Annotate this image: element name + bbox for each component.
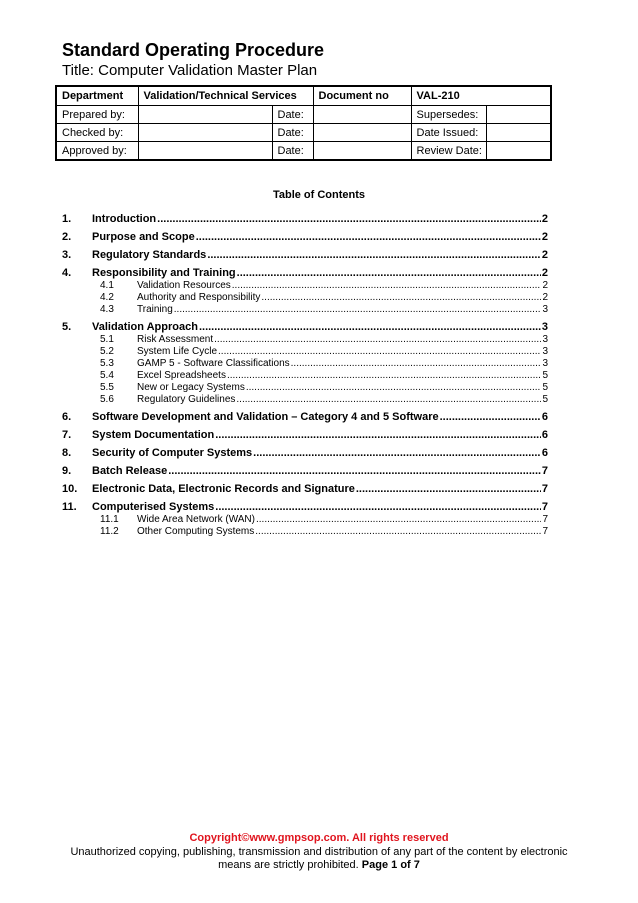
page-number: Page 1 of 7 (361, 859, 420, 871)
toc-leader-dots (261, 292, 541, 304)
toc-subentry[interactable] (62, 280, 548, 292)
supersedes-label: Supersedes: (411, 106, 486, 124)
toc-entry[interactable] (62, 320, 548, 334)
toc-entry[interactable] (62, 410, 548, 424)
toc-entry[interactable] (62, 248, 548, 262)
date-issued-label: Date Issued: (411, 124, 486, 142)
toc-entry[interactable] (62, 230, 548, 244)
toc-entry[interactable] (62, 464, 548, 478)
toc-subentry-label: Regulatory Guidelines (137, 394, 236, 405)
date-issued-value (486, 124, 551, 142)
toc-entry-number: 9. (62, 465, 72, 477)
toc-entry[interactable] (62, 500, 548, 514)
toc-subentry[interactable] (62, 514, 548, 526)
toc-leader-dots (232, 280, 542, 292)
toc-leader-dots (196, 230, 541, 244)
toc-entry-page: 7 (541, 465, 548, 477)
toc-leader-dots (236, 394, 541, 406)
document-subtitle: Title: Computer Validation Master Plan (62, 62, 318, 79)
toc-subentry-number: 11.1 (100, 514, 119, 525)
toc-entry-number: 10. (62, 483, 78, 495)
toc-subentry-page: 7 (542, 514, 548, 525)
toc-leader-dots (291, 358, 542, 370)
toc-entry-page: 6 (541, 411, 548, 423)
prepared-by-value (138, 106, 272, 124)
toc-subentry[interactable] (62, 526, 548, 538)
toc-subentry-page: 2 (542, 292, 548, 303)
toc-leader-dots (246, 382, 542, 394)
toc-subentry-number: 5.4 (100, 370, 114, 381)
toc-entry-number: 7. (62, 429, 72, 441)
toc-subentry[interactable] (62, 358, 548, 370)
checked-date-value (313, 124, 411, 142)
toc-entry-label: Regulatory Standards (92, 249, 207, 261)
toc-entry-page: 2 (541, 231, 548, 243)
toc-subentry-number: 5.6 (100, 394, 114, 405)
toc-entry-page: 6 (541, 429, 548, 441)
prepared-date-value (313, 106, 411, 124)
toc-entry-label: Introduction (92, 213, 157, 225)
toc-subentry-label: GAMP 5 - Software Classifications (137, 358, 290, 369)
toc-leader-dots (199, 320, 541, 334)
toc-entry[interactable] (62, 428, 548, 442)
department-row (56, 86, 551, 106)
toc-leader-dots (255, 526, 541, 538)
toc-subentry-page: 5 (542, 394, 548, 405)
toc-subentry[interactable] (62, 394, 548, 406)
toc-leader-dots (215, 428, 541, 442)
toc-subentry-label: Training (137, 304, 173, 315)
toc-entry-page: 7 (541, 483, 548, 495)
toc-subentry-number: 5.5 (100, 382, 114, 393)
distribution-notice (60, 846, 578, 872)
toc-leader-dots (227, 370, 541, 382)
toc-leader-dots (256, 514, 541, 526)
toc-subentry-page: 2 (542, 280, 548, 291)
supersedes-value (486, 106, 551, 124)
toc-entry[interactable] (62, 482, 548, 496)
toc-subentry-number: 4.2 (100, 292, 114, 303)
toc-leader-dots (168, 464, 541, 478)
toc-entry[interactable] (62, 212, 548, 226)
toc-entry-page: 2 (541, 213, 548, 225)
toc-entry-number: 3. (62, 249, 72, 261)
toc-entry-page: 7 (541, 501, 548, 513)
document-no-value: VAL-210 (411, 86, 551, 106)
toc-entry-label: Purpose and Scope (92, 231, 195, 243)
toc-entry-number: 2. (62, 231, 72, 243)
table-of-contents (62, 212, 548, 538)
toc-entry-number: 6. (62, 411, 72, 423)
toc-leader-dots (215, 500, 541, 514)
document-title: Standard Operating Procedure (62, 40, 325, 60)
toc-entry-label: Computerised Systems (92, 501, 215, 513)
toc-subentry-number: 5.2 (100, 346, 114, 357)
approved-by-value (138, 142, 272, 161)
toc-subentry-label: Validation Resources (137, 280, 231, 291)
approved-date-value (313, 142, 411, 161)
toc-subentry-number: 4.1 (100, 280, 114, 291)
department-label: Department (56, 86, 138, 106)
toc-subentry-page: 3 (542, 334, 548, 345)
copyright-notice: Copyright©www.gmpsop.com. All rights reserved (189, 832, 449, 844)
toc-entry-label: Responsibility and Training (92, 267, 236, 279)
toc-subentry-page: 3 (542, 358, 548, 369)
toc-subentry-label: Other Computing Systems (137, 526, 255, 537)
toc-subentry-number: 5.1 (100, 334, 114, 345)
toc-subentry[interactable] (62, 292, 548, 304)
toc-entry[interactable] (62, 446, 548, 460)
toc-subentry-number: 5.3 (100, 358, 114, 369)
toc-subentry[interactable] (62, 334, 548, 346)
checked-by-label: Checked by: (56, 124, 138, 142)
toc-subentry-number: 11.2 (100, 526, 119, 537)
toc-leader-dots (253, 446, 541, 460)
checked-date-label: Date: (272, 124, 313, 142)
toc-subentry[interactable] (62, 382, 548, 394)
toc-subentry-page: 3 (542, 304, 548, 315)
toc-entry-label: System Documentation (92, 429, 215, 441)
approved-date-label: Date: (272, 142, 313, 161)
toc-entry-label: Electronic Data, Electronic Records and Signature (92, 483, 355, 495)
toc-entry-label: Batch Release (92, 465, 168, 477)
checked-row (56, 124, 551, 142)
toc-subentry-page: 5 (542, 370, 548, 381)
toc-leader-dots (237, 266, 541, 280)
toc-subentry-label: Authority and Responsibility (137, 292, 261, 303)
toc-subentry-label: New or Legacy Systems (137, 382, 245, 393)
toc-entry-label: Software Development and Validation – Category 4 and 5 Software (92, 411, 439, 423)
toc-entry-label: Security of Computer Systems (92, 447, 253, 459)
toc-entry-page: 2 (541, 249, 548, 261)
toc-subentry-label: Wide Area Network (WAN) (137, 514, 255, 525)
toc-entry-label: Validation Approach (92, 321, 198, 333)
toc-entry-number: 1. (62, 213, 72, 225)
document-no-label: Document no (313, 86, 411, 106)
toc-leader-dots (214, 334, 541, 346)
toc-entry-page: 3 (541, 321, 548, 333)
toc-entry-number: 11. (62, 501, 77, 513)
document-info-table (55, 85, 552, 161)
toc-subentry[interactable] (62, 370, 548, 382)
toc-heading: Table of Contents (272, 189, 366, 201)
toc-leader-dots (356, 482, 541, 496)
toc-leader-dots (440, 410, 541, 424)
checked-by-value (138, 124, 272, 142)
toc-leader-dots (218, 346, 541, 358)
toc-leader-dots (207, 248, 541, 262)
approved-row (56, 142, 551, 161)
toc-subentry-label: System Life Cycle (137, 346, 218, 357)
prepared-by-label: Prepared by: (56, 106, 138, 124)
toc-subentry-page: 7 (542, 526, 548, 537)
prepared-row (56, 106, 551, 124)
approved-by-label: Approved by: (56, 142, 138, 161)
toc-subentry[interactable] (62, 346, 548, 358)
toc-subentry[interactable] (62, 304, 548, 316)
notice-text: Unauthorized copying, publishing, transmission and distribution of any part of the content by electronic means are strictly prohibited. (70, 846, 568, 871)
toc-entry-page: 2 (541, 267, 548, 279)
toc-subentry-page: 5 (542, 382, 548, 393)
department-value: Validation/Technical Services (138, 86, 313, 106)
toc-leader-dots (174, 304, 542, 316)
toc-entry-number: 8. (62, 447, 72, 459)
toc-entry-number: 5. (62, 321, 72, 333)
toc-entry-number: 4. (62, 267, 72, 279)
toc-leader-dots (157, 212, 541, 226)
review-date-value (486, 142, 551, 161)
review-date-label: Review Date: (411, 142, 486, 161)
toc-entry-page: 6 (541, 447, 548, 459)
prepared-date-label: Date: (272, 106, 313, 124)
toc-subentry-label: Excel Spreadsheets (137, 370, 226, 381)
toc-subentry-number: 4.3 (100, 304, 114, 315)
toc-subentry-page: 3 (542, 346, 548, 357)
toc-subentry-label: Risk Assessment (137, 334, 214, 345)
toc-entry[interactable] (62, 266, 548, 280)
